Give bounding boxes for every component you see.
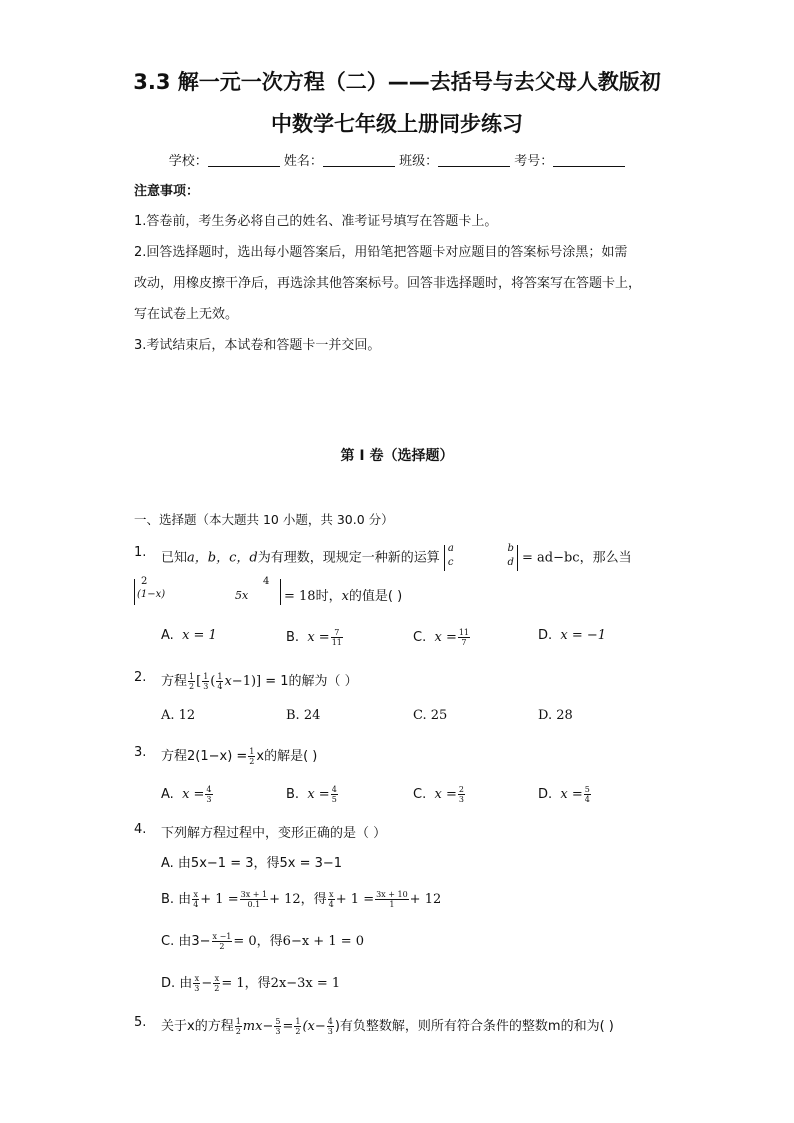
q1-text-f: 的值是( ): [348, 589, 403, 604]
number-blank: [553, 154, 625, 167]
option-value: x = 1: [182, 628, 217, 643]
q1-text-c: = ad−bc，那么当: [522, 550, 632, 566]
option-label: D.: [538, 787, 553, 802]
q3-text-b: x的解是( ): [256, 749, 318, 764]
q4-b-c: + 12，得: [269, 892, 327, 907]
question-text: [161, 545, 632, 571]
fraction: $\frac{1}{2}$: [189, 672, 195, 691]
option-value: x =: [307, 630, 330, 645]
fraction-den: 3: [206, 795, 212, 804]
q4-b-e: + 12: [409, 892, 442, 907]
q1-text-b: 为有理数，现规定一种新的运算: [257, 550, 440, 566]
class-blank: [438, 154, 510, 167]
q1-vars: a，b，c，d: [187, 550, 258, 566]
option-a[interactable]: [161, 785, 214, 804]
section-title: 第 I 卷（选择题）: [340, 448, 454, 464]
det2-top-left: 2: [141, 576, 148, 587]
option-d[interactable]: [538, 785, 592, 804]
option-label: A.: [161, 628, 174, 643]
option-a-text: A. 由5x−1 = 3，得5x = 3−1: [161, 856, 343, 871]
determinant-given: [134, 576, 281, 605]
fraction-den: 11: [331, 638, 342, 647]
option-value: x =: [182, 787, 205, 802]
school-label: 学校：: [168, 154, 208, 169]
q4-d-a: D. 由: [161, 976, 193, 991]
q4-d-b: = 1，得2x−3x = 1: [221, 976, 341, 991]
notice-item-2a: 2.回答选择题时，选出每小题答案后，用铅笔把答题卡对应题目的答案标号涂黑；如需: [134, 245, 628, 260]
notice-list: [134, 206, 674, 361]
q4-c-a: C. 由3−: [161, 934, 211, 949]
option-label: B.: [286, 630, 300, 645]
question-text: [161, 745, 317, 766]
option-label: D.: [538, 628, 553, 643]
q3-text-a: 方程2(1−x) =: [161, 749, 248, 764]
fraction: [458, 628, 470, 647]
det2-top-right: 4: [263, 576, 270, 587]
fraction-den: 4: [584, 795, 590, 804]
option-d[interactable]: D. 28: [538, 708, 573, 723]
part-title: 一、选择题（本大题共 10 小题，共 30.0 分）: [134, 512, 394, 527]
fraction: [331, 628, 343, 647]
option-d[interactable]: [538, 628, 606, 643]
name-blank: [323, 154, 395, 167]
det2-bottom-left: (1−x): [137, 589, 166, 600]
fraction-num: 5: [584, 785, 590, 794]
option-label: B.: [286, 787, 300, 802]
q4-b-d: + 1 =: [335, 892, 375, 907]
notice-item-2b: 改动，用橡皮擦干净后，再选涂其他答案标号。回答非选择题时，将答案写在答题卡上，: [134, 276, 642, 291]
school-blank: [208, 154, 280, 167]
q5-text-d: (x−: [302, 1019, 326, 1034]
class-label: 班级：: [399, 154, 439, 169]
q4-b-b: + 1 =: [200, 892, 239, 907]
option-b[interactable]: [286, 628, 344, 647]
fraction-den: 5: [331, 795, 337, 804]
fraction-num: 2: [458, 785, 464, 794]
option-label: C.: [413, 630, 427, 645]
option-value: x = −1: [560, 628, 607, 643]
q1-text-a: 已知: [161, 550, 188, 566]
question-text: 下列解方程过程中，变形正确的是（ ）: [161, 826, 387, 841]
question-number: 2.: [134, 670, 147, 685]
number-label: 考号：: [514, 154, 554, 169]
q5-text-a: 关于x的方程: [161, 1019, 234, 1034]
question-text: 方程 $\frac{1}{2}$ [ $\frac{1}{3}$ ( $\frac{1}{4}$ x−1)] = 1的解为（ ）: [161, 672, 358, 691]
question-number: 4.: [134, 822, 147, 837]
question-number: 1.: [134, 545, 147, 560]
fraction-num: 4: [331, 785, 337, 794]
question-number: 3.: [134, 745, 147, 760]
fraction: [331, 785, 338, 804]
option-b[interactable]: [286, 785, 339, 804]
q4-b-a: B. 由: [161, 892, 192, 907]
option-a[interactable]: [161, 628, 217, 643]
det-d: d: [507, 557, 514, 568]
q2-text-b: = 1的解为（ ）: [265, 674, 358, 689]
fraction: $\frac{1}{3}$: [203, 672, 209, 691]
det-b: b: [507, 543, 514, 554]
option-c[interactable]: C. 25: [413, 708, 448, 723]
question-number: 5.: [134, 1015, 147, 1030]
q5-text-b: mx−: [242, 1019, 274, 1034]
notice-item-3: 3.考试结束后，本试卷和答题卡一并交回。: [134, 338, 381, 353]
option-c[interactable]: [413, 628, 471, 647]
fraction: $\frac{1}{2}$: [249, 747, 255, 766]
fraction-num: 7: [331, 628, 343, 638]
option-value: x =: [560, 787, 583, 802]
fraction-den: 7: [461, 638, 467, 647]
fraction: [458, 785, 465, 804]
q1-text-e: x: [341, 589, 349, 604]
option-d-text: D. 由 $\frac{x}{3}$ − $\frac{x}{2}$ = 1，得2x−3x = 1: [161, 974, 341, 993]
fraction: [205, 785, 212, 804]
fraction-num: 4: [206, 785, 212, 794]
q4-c-b: = 0，得6−x + 1 = 0: [233, 934, 365, 949]
det-a: a: [447, 543, 454, 554]
notice-title: 注意事项：: [134, 184, 200, 199]
student-info-row: [0, 150, 794, 169]
option-c[interactable]: [413, 785, 466, 804]
notice-item-2c: 写在试卷上无效。: [134, 307, 239, 322]
title-line-1: 3.3 解一元一次方程（二）——去括号与去父母人教版初: [133, 70, 661, 94]
option-label: C.: [413, 787, 427, 802]
determinant-definition: [444, 545, 518, 571]
det-c: c: [447, 557, 454, 568]
q2-text-a: 方程: [161, 674, 188, 689]
title-line-2: 中数学七年级上册同步练习: [271, 112, 523, 136]
option-c-text: C. 由3− $\frac{x -1}{2}$ = 0，得6−x + 1 = 0: [161, 932, 365, 951]
option-value: x =: [434, 787, 457, 802]
option-a[interactable]: A. 12: [161, 708, 196, 723]
option-value: x =: [434, 630, 457, 645]
det2-bottom-right: 5x: [235, 589, 249, 602]
fraction-num: 11: [458, 628, 470, 637]
q1-text-d: = 18时，: [284, 589, 342, 604]
option-b[interactable]: B. 24: [286, 708, 321, 723]
question-text: 关于x的方程 $\frac{1}{2}$ mx− $\frac{5}{3}$ = $\frac{1}{2}$ (x− $\frac{4}{3}$ )有负整数解，则所有符合条件的整数m的和为( ): [161, 1017, 614, 1036]
fraction-den: 3: [458, 795, 464, 804]
option-label: A.: [161, 787, 174, 802]
fraction: $\frac{1}{4}$: [217, 672, 223, 691]
option-b-text: B. 由 $\frac{x}{4}$ + 1 = $\frac{3x + 1}{0.1}$ + 12，得 $\frac{x}{4}$ + 1 = $\frac{3x + 10}{1}$ + 12: [161, 890, 442, 909]
q5-text-e: )有负整数解，则所有符合条件的整数m的和为( ): [334, 1019, 614, 1034]
q5-text-c: =: [282, 1019, 294, 1034]
option-value: x =: [307, 787, 330, 802]
name-label: 姓名：: [283, 154, 323, 169]
fraction: [584, 785, 591, 804]
notice-item-1: 1.答卷前，考生务必将自己的姓名、准考证号填写在答题卡上。: [134, 214, 498, 229]
q1-line2-text: [284, 585, 402, 604]
